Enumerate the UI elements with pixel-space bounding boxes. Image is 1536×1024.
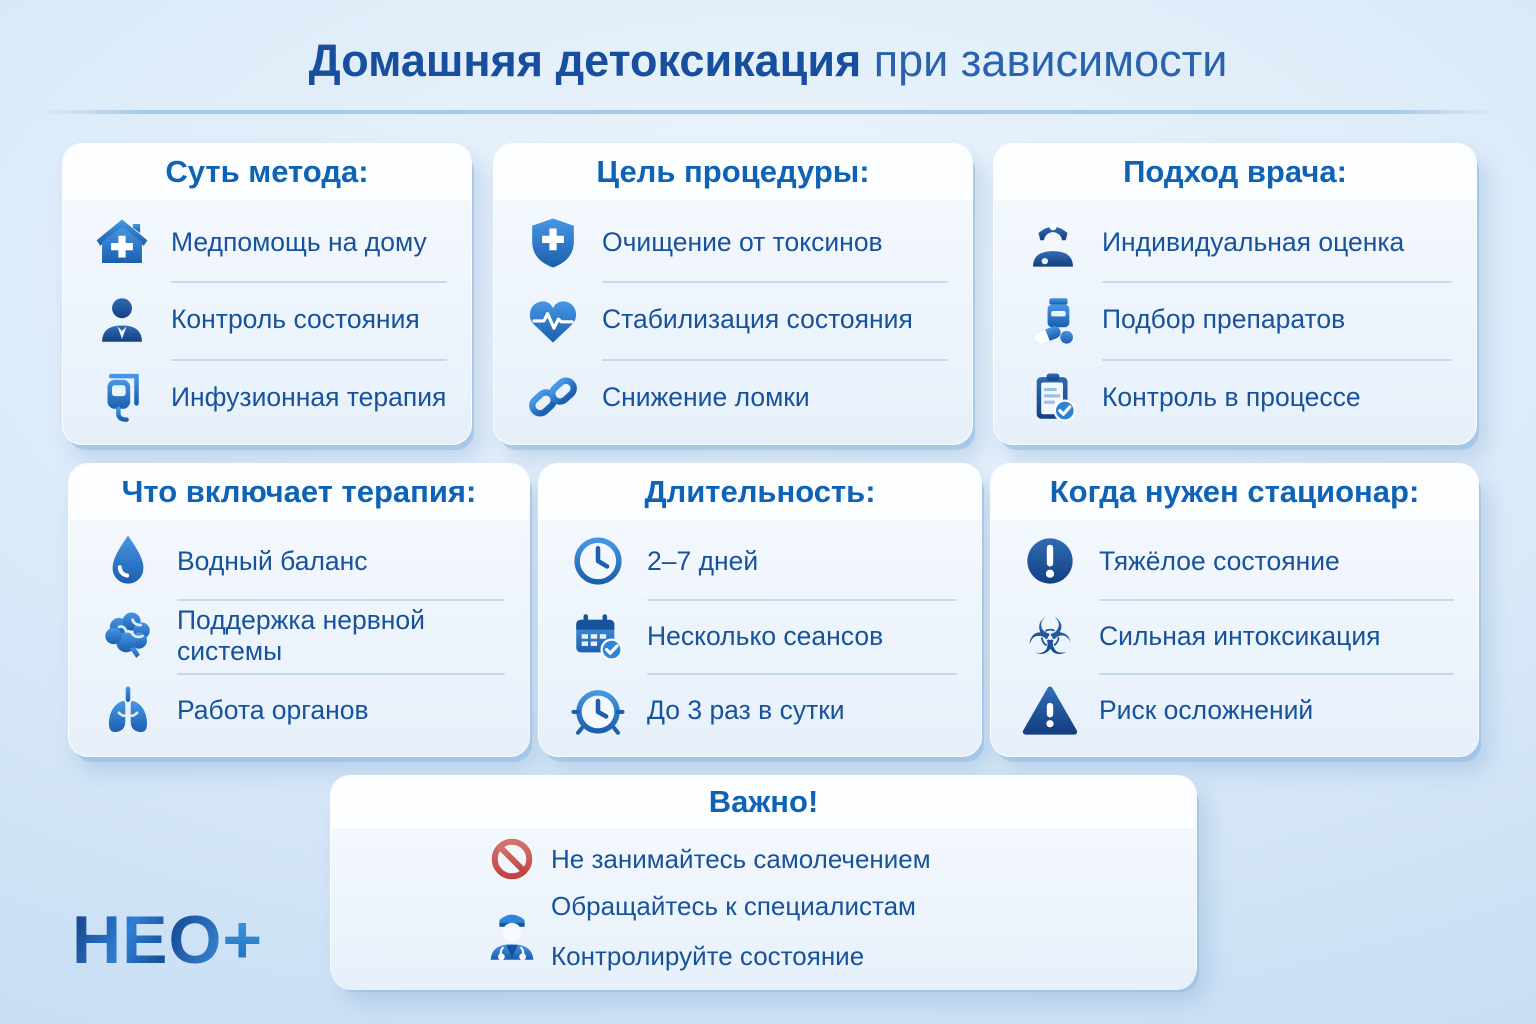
card-header [69, 464, 529, 520]
card-title: Подход врача: [1123, 154, 1347, 189]
brand-logo-text: НЕО [72, 902, 223, 978]
card-header [539, 464, 981, 520]
list-item [520, 204, 950, 281]
item-label: Риск осложнений [1099, 695, 1314, 726]
item-label: Стабилизация состояния [602, 304, 913, 335]
card-method-essence [62, 143, 472, 445]
alarm-clock-icon [565, 682, 631, 740]
prohibition-icon [481, 835, 543, 883]
card-hospital-needed [990, 463, 1479, 757]
item-label: Несколько сеансов [647, 620, 884, 651]
shield-cross-icon [520, 214, 586, 272]
item-label: Очищение от токсинов [602, 227, 883, 258]
clock-icon [565, 532, 631, 590]
title-divider [40, 110, 1496, 114]
item-label: Инфузионная терапия [171, 381, 447, 412]
card-body [539, 520, 981, 756]
house-medical-icon [89, 214, 155, 272]
list-item [565, 599, 959, 674]
item-label: Водный баланс [177, 545, 368, 576]
card-header [331, 776, 1196, 828]
item-label: Контролируйте состояние [551, 941, 865, 971]
item-label: 2–7 дней [647, 545, 759, 576]
list-item [1017, 524, 1456, 599]
list-item [89, 359, 449, 436]
brand-logo-plus-icon: + [222, 902, 264, 978]
item-label: Подбор препаратов [1102, 304, 1346, 335]
card-title: Цель процедуры: [596, 154, 870, 189]
item-label: Снижение ломки [602, 381, 810, 412]
biohazard-icon [1017, 607, 1083, 665]
card-body [494, 200, 972, 444]
item-label: Не занимайтесь самолечением [551, 843, 931, 874]
lungs-icon [95, 682, 161, 740]
list-item [89, 281, 449, 358]
clipboard-check-icon [1020, 368, 1086, 426]
list-item [565, 673, 959, 748]
iv-bag-icon [89, 368, 155, 426]
list-item [565, 524, 959, 599]
page-title-bold: Домашняя детоксикация [308, 35, 862, 86]
card-body [994, 200, 1476, 444]
card-body [69, 520, 529, 756]
list-item [95, 524, 507, 599]
card-body [331, 828, 1196, 990]
item-label: Контроль в процессе [1102, 381, 1361, 412]
list-item [1020, 281, 1454, 358]
calendar-check-icon [565, 607, 631, 665]
card-title: Что включает терапия: [121, 474, 477, 509]
list-item [1020, 359, 1454, 436]
item-label: Обращайтесь к специалистам [551, 891, 916, 921]
item-label: Поддержка нервной системы [177, 605, 425, 666]
item-label: Контроль состояния [171, 304, 420, 335]
page-title [0, 34, 1536, 88]
card-header [994, 144, 1476, 200]
card-procedure-goal [493, 143, 973, 445]
brain-icon [95, 607, 161, 665]
list-item [95, 599, 507, 674]
surgeon-icon [481, 887, 543, 982]
card-duration [538, 463, 982, 757]
chain-icon [520, 368, 586, 426]
brand-logo [72, 902, 264, 978]
card-important [330, 775, 1197, 987]
list-item [1017, 673, 1456, 748]
card-title: Длительность: [644, 474, 876, 509]
item-label: Сильная интоксикация [1099, 620, 1381, 651]
list-item [1020, 204, 1454, 281]
warning-triangle-icon [1017, 682, 1083, 740]
item-label: Тяжёлое состояние [1099, 545, 1340, 576]
card-header [991, 464, 1478, 520]
heart-pulse-icon [520, 291, 586, 349]
card-header [63, 144, 471, 200]
item-label: Индивидуальная оценка [1102, 227, 1405, 258]
page-title-regular: при зависимости [861, 35, 1228, 86]
card-doctor-approach [993, 143, 1477, 445]
pills-icon [1020, 291, 1086, 349]
list-item [520, 281, 950, 358]
list-item [1017, 599, 1456, 674]
card-title: Когда нужен стационар: [1049, 474, 1420, 509]
doctor-cap-icon [1020, 214, 1086, 272]
item-label: До 3 раз в сутки [647, 695, 845, 726]
card-body [991, 520, 1478, 756]
water-drop-icon [95, 532, 161, 590]
list-item [95, 673, 507, 748]
list-item [520, 359, 950, 436]
item-label: Медпомощь на дому [171, 227, 427, 258]
exclamation-circle-icon [1017, 532, 1083, 590]
item-label: Работа органов [177, 695, 369, 726]
card-body [63, 200, 471, 444]
card-header [494, 144, 972, 200]
doctor-icon [89, 291, 155, 349]
card-therapy-includes [68, 463, 530, 757]
card-title: Важно! [708, 784, 819, 819]
list-item [89, 204, 449, 281]
card-title: Суть метода: [165, 154, 369, 189]
